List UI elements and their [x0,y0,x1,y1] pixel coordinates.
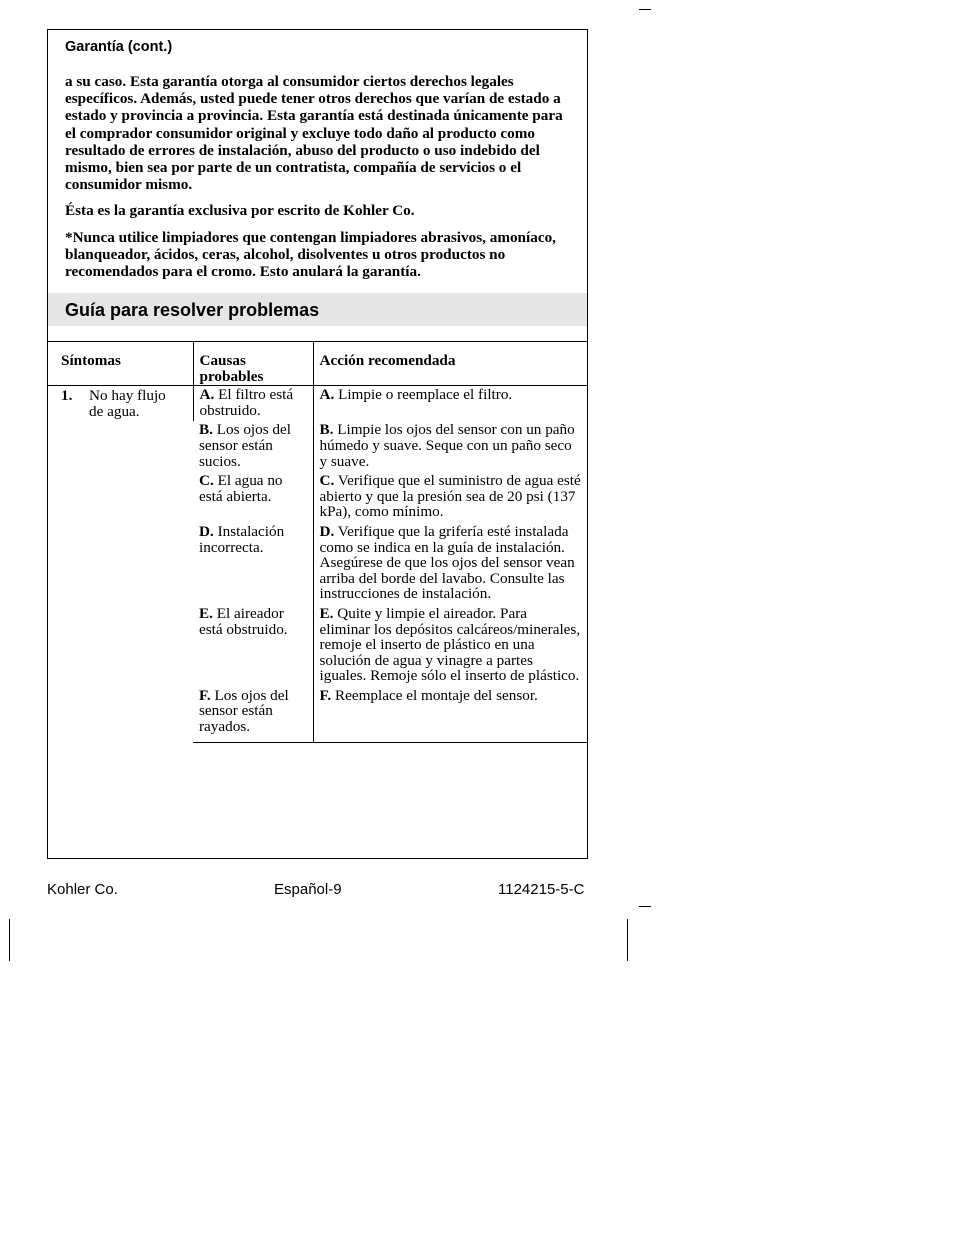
section-title: Guía para resolver problemas [65,300,320,320]
warranty-body [65,73,570,289]
troubleshooting-table [48,341,587,743]
action-text: Verifique que el suministro de agua esté abierto y que la presión sea de 20 psi (137 kPa), como mínimo. [319,472,581,521]
crop-mark [627,919,628,961]
action-cell [313,386,587,422]
cause-cell [193,421,313,472]
table-row [48,386,587,422]
page-frame [47,29,588,859]
cause-cell [193,386,313,422]
action-cell [313,472,587,523]
cause-label: C. [199,472,214,490]
symptom-text: No hay flujo de agua. [89,387,166,420]
cause-text: El agua no está abierta. [199,472,283,505]
warranty-paragraph: *Nunca utilice limpiadores que contengan limpiadores abrasivos, amoníaco, blanqueador, ácidos, ceras, alcohol, disolventes u otros productos no recomendados para el cromo. Esto anulará la garantía. [65,228,556,281]
cause-label: B. [199,421,213,439]
action-text: Quite y limpie el aireador. Para eliminar los depósitos calcáreos/minerales, remoje el inserto de plástico en una solución de agua y vinagre a partes iguales. Remoje sólo el inserto de plástico. [319,604,581,685]
action-label: F. [319,686,332,704]
action-cell [313,605,587,687]
section-band [48,293,587,326]
crop-mark [639,906,651,907]
action-text: Verifique que la grifería esté instalada como se indica en la guía de instalación. Asegúrese de que los ojos del sensor vean arriba del borde del lavabo. Consulte las instrucciones de instalación. [319,522,575,603]
action-text: Reemplace el montaje del sensor. [334,686,538,704]
cause-label: E. [199,604,213,622]
cause-text: Instalación incorrecta. [199,522,285,556]
warranty-paragraph: a su caso. Esta garantía otorga al consumidor ciertos derechos legales específicos. Además, usted puede tener otros derechos que varían de estado a estado y provincia a provincia. Esta garantía está destinada únicamente para el comprador consumidor original y excluye todo daño al producto como resultado de errores de instalación, abuso del producto o uso indebido del mismo, bien sea por parte de un contratista, compañía de servicios o el consumidor mismo. [65,73,563,194]
action-text: Limpie los ojos del sensor con un paño húmedo y suave. Seque con un paño seco y suave. [319,421,575,470]
cause-label: F. [199,686,211,704]
action-label: D. [319,522,335,540]
symptom-cell [48,386,193,742]
warranty-heading: Garantía (cont.) [65,39,173,55]
table-header-row [48,342,587,386]
action-cell [313,687,587,742]
cause-label: A. [199,386,215,404]
footer-company: Kohler Co. [47,881,118,898]
cause-cell [193,523,313,605]
cause-label: D. [199,522,214,540]
header-symptoms: Síntomas [48,342,193,386]
action-cell [313,421,587,472]
footer-doc-number: 1124215-5-C [498,881,585,898]
cause-cell [193,472,313,523]
action-label: C. [319,472,335,490]
cause-text: El aireador está obstruido. [199,604,288,638]
crop-mark [9,919,10,961]
action-label: A. [319,386,335,404]
footer-page-number: Español-9 [274,881,342,898]
symptom-number: 1. [61,387,73,405]
header-causes: Causas probables [193,342,313,386]
crop-mark [639,9,651,10]
warranty-paragraph: Ésta es la garantía exclusiva por escrito de Kohler Co. [65,202,415,220]
cause-text: Los ojos del sensor están sucios. [199,421,291,470]
cause-cell [193,605,313,687]
action-cell [313,523,587,605]
cause-text: El filtro está obstruido. [199,386,294,419]
cause-cell [193,687,313,742]
cause-text: Los ojos del sensor están rayados. [199,686,289,736]
action-text: Limpie o reemplace el filtro. [338,386,513,404]
header-actions: Acción recomendada [313,342,587,386]
action-label: B. [319,421,334,439]
action-label: E. [319,604,334,622]
